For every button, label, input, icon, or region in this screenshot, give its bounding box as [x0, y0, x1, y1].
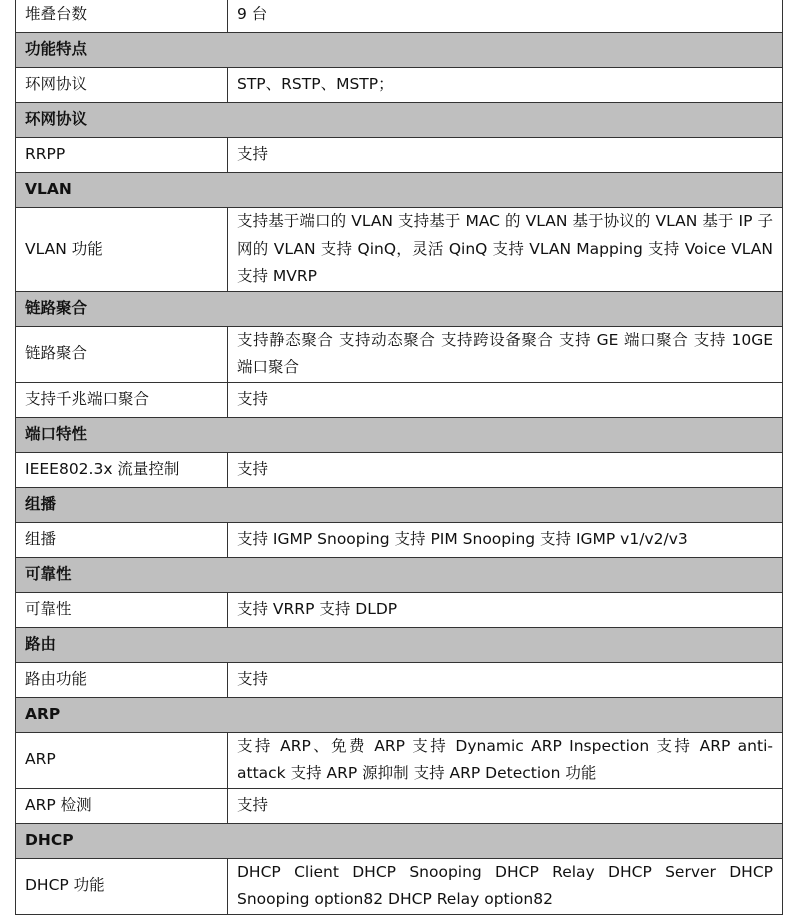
row-value: DHCP Client DHCP Snooping DHCP Relay DHCP Server DHCP Snooping option82 DHCP Relay option82 — [228, 858, 783, 914]
table-row — [16, 592, 783, 627]
section-title: 链路聚合 — [16, 291, 783, 326]
row-label: RRPP — [16, 138, 228, 173]
table-row — [16, 522, 783, 557]
row-label: 链路聚合 — [16, 326, 228, 382]
section-header-row — [16, 33, 783, 68]
row-value: 支持静态聚合 支持动态聚合 支持跨设备聚合 支持 GE 端口聚合 支持 10GE 端口聚合 — [228, 326, 783, 382]
section-title: 功能特点 — [16, 33, 783, 68]
section-header-row — [16, 557, 783, 592]
section-header-row — [16, 103, 783, 138]
table-row — [16, 382, 783, 417]
row-value: 支持 ARP、免费 ARP 支持 Dynamic ARP Inspection 支持 ARP anti-attack 支持 ARP 源抑制 支持 ARP Detection 功能 — [228, 732, 783, 788]
row-value: 支持 — [228, 788, 783, 823]
row-value: 9 台 — [228, 0, 783, 33]
table-row — [16, 68, 783, 103]
spec-table — [15, 0, 783, 915]
table-row — [16, 788, 783, 823]
row-label: 堆叠台数 — [16, 0, 228, 33]
table-row — [16, 326, 783, 382]
row-value: 支持基于端口的 VLAN 支持基于 MAC 的 VLAN 基于协议的 VLAN 基于 IP 子网的 VLAN 支持 QinQ，灵活 QinQ 支持 VLAN Mapping 支持 Voice VLAN 支持 MVRP — [228, 208, 783, 292]
section-title: 路由 — [16, 627, 783, 662]
section-header-row — [16, 417, 783, 452]
row-label: 组播 — [16, 522, 228, 557]
row-value: 支持 — [228, 382, 783, 417]
table-row — [16, 138, 783, 173]
row-value: 支持 VRRP 支持 DLDP — [228, 592, 783, 627]
row-label: 可靠性 — [16, 592, 228, 627]
section-title: ARP — [16, 697, 783, 732]
row-label: IEEE802.3x 流量控制 — [16, 452, 228, 487]
row-value: 支持 — [228, 452, 783, 487]
table-row — [16, 0, 783, 33]
row-label: ARP — [16, 732, 228, 788]
row-value: 支持 — [228, 138, 783, 173]
section-header-row — [16, 627, 783, 662]
row-label: 路由功能 — [16, 662, 228, 697]
section-header-row — [16, 697, 783, 732]
spec-table-body — [16, 0, 783, 914]
section-title: 组播 — [16, 487, 783, 522]
row-value: STP、RSTP、MSTP； — [228, 68, 783, 103]
section-header-row — [16, 291, 783, 326]
section-title: VLAN — [16, 173, 783, 208]
row-label: ARP 检测 — [16, 788, 228, 823]
section-title: DHCP — [16, 823, 783, 858]
table-row — [16, 732, 783, 788]
table-row — [16, 858, 783, 914]
table-row — [16, 662, 783, 697]
row-label: DHCP 功能 — [16, 858, 228, 914]
row-label: 支持千兆端口聚合 — [16, 382, 228, 417]
row-value: 支持 IGMP Snooping 支持 PIM Snooping 支持 IGMP v1/v2/v3 — [228, 522, 783, 557]
row-label: VLAN 功能 — [16, 208, 228, 292]
table-row — [16, 208, 783, 292]
section-header-row — [16, 173, 783, 208]
section-header-row — [16, 487, 783, 522]
section-title: 端口特性 — [16, 417, 783, 452]
row-label: 环网协议 — [16, 68, 228, 103]
section-header-row — [16, 823, 783, 858]
row-value: 支持 — [228, 662, 783, 697]
table-row — [16, 452, 783, 487]
section-title: 可靠性 — [16, 557, 783, 592]
section-title: 环网协议 — [16, 103, 783, 138]
